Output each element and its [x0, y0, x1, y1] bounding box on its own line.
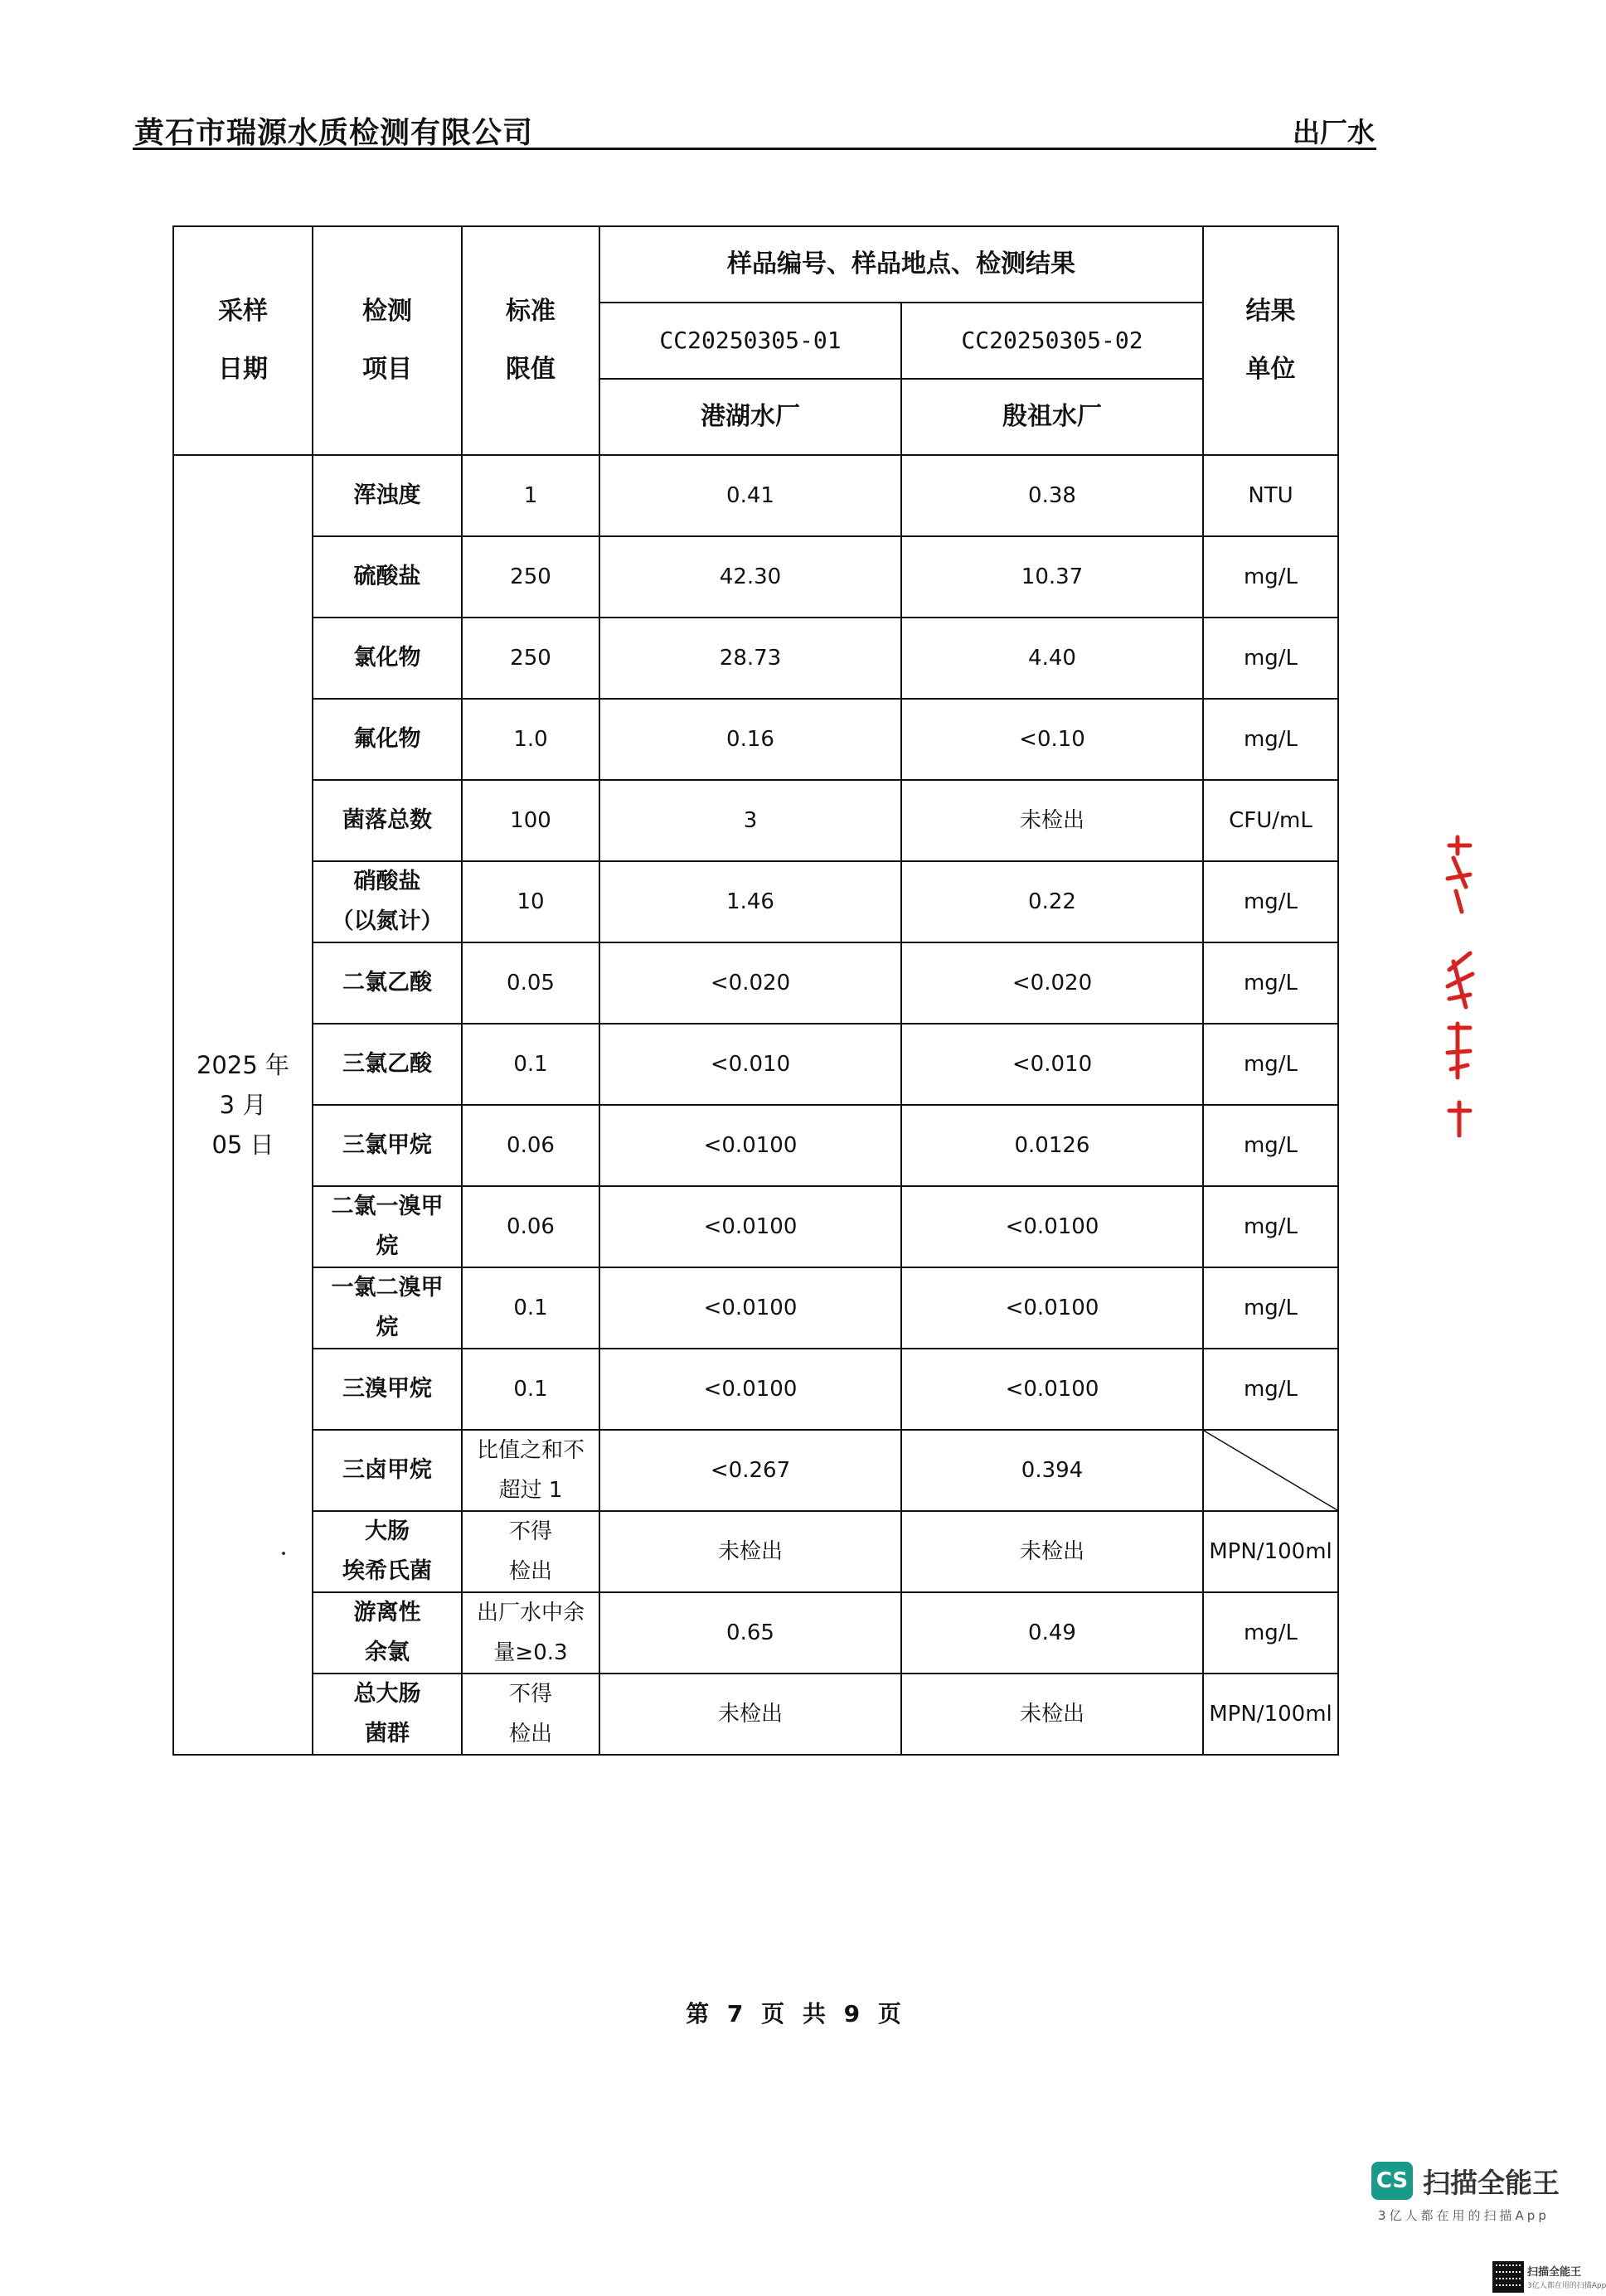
result-unit: mg/L [1203, 618, 1338, 699]
scanner-tagline: 3亿人都在用的扫描App [1378, 2208, 1550, 2223]
table-row [173, 1024, 1338, 1105]
result-sample-1: 未检出 [599, 1511, 901, 1592]
standard-limit: 0.06 [462, 1186, 599, 1267]
test-item: 三氯乙酸 [313, 1024, 462, 1105]
header-results: 样品编号、样品地点、检测结果 [599, 226, 1203, 303]
standard-limit: 1.0 [462, 699, 599, 780]
result-sample-1: <0.0100 [599, 1349, 901, 1430]
sample-code-1: CC20250305-01 [599, 303, 901, 379]
result-sample-1: 0.41 [599, 455, 901, 536]
table-row [173, 942, 1338, 1024]
table-row [173, 780, 1338, 861]
table-row [173, 1105, 1338, 1186]
page-number: 第 7 页 共 9 页 [686, 2000, 906, 2027]
standard-limit: 不得 检出 [462, 1674, 599, 1755]
standard-limit: 0.06 [462, 1105, 599, 1186]
unit-not-applicable [1203, 1430, 1338, 1511]
qr-code-icon [1492, 2261, 1524, 2293]
mini-tagline: 3亿人都在用的扫描App [1527, 2282, 1606, 2290]
result-sample-1: <0.020 [599, 942, 901, 1024]
document-type: 出厂水 [1293, 116, 1375, 148]
table-row [173, 618, 1338, 699]
result-unit: mg/L [1203, 1349, 1338, 1430]
standard-limit: 出厂水中余 量≥0.3 [462, 1592, 599, 1674]
result-sample-1: 42.30 [599, 536, 901, 618]
test-item: 浑浊度 [313, 455, 462, 536]
water-quality-table [172, 225, 1339, 1756]
standard-limit: 10 [462, 861, 599, 942]
test-item: 二氯乙酸 [313, 942, 462, 1024]
scan-speck [282, 1552, 285, 1555]
result-unit: mg/L [1203, 1267, 1338, 1349]
header-test-item: 检测 项目 [313, 226, 462, 455]
result-unit: mg/L [1203, 1105, 1338, 1186]
result-unit: mg/L [1203, 699, 1338, 780]
result-unit: MPN/100ml [1203, 1511, 1338, 1592]
result-sample-2: 未检出 [901, 1511, 1203, 1592]
standard-limit: 250 [462, 618, 599, 699]
test-item: 三氯甲烷 [313, 1105, 462, 1186]
result-sample-2: 10.37 [901, 536, 1203, 618]
table-row [173, 455, 1338, 536]
standard-limit: 0.1 [462, 1349, 599, 1430]
table-row [173, 1267, 1338, 1349]
test-item: 氯化物 [313, 618, 462, 699]
standard-limit: 250 [462, 536, 599, 618]
result-unit: NTU [1203, 455, 1338, 536]
result-sample-1: <0.0100 [599, 1186, 901, 1267]
result-sample-2: <0.10 [901, 699, 1203, 780]
result-sample-1: <0.010 [599, 1024, 901, 1105]
test-item: 大肠 埃希氏菌 [313, 1511, 462, 1592]
test-item: 氟化物 [313, 699, 462, 780]
mini-brand: 扫描全能王 [1527, 2266, 1582, 2279]
result-sample-1: 28.73 [599, 618, 901, 699]
table-row [173, 1349, 1338, 1430]
result-sample-1: 1.46 [599, 861, 901, 942]
sample-date: 2025 年 3 月 05 日 [173, 455, 313, 1755]
result-sample-2: <0.0100 [901, 1349, 1203, 1430]
header-standard-limit: 标准 限值 [462, 226, 599, 455]
result-sample-1: 未检出 [599, 1674, 901, 1755]
result-unit: MPN/100ml [1203, 1674, 1338, 1755]
test-item: 三溴甲烷 [313, 1349, 462, 1430]
result-sample-2: 0.0126 [901, 1105, 1203, 1186]
table-row [173, 1186, 1338, 1267]
test-item: 三卤甲烷 [313, 1430, 462, 1511]
test-item: 菌落总数 [313, 780, 462, 861]
company-name: 黄石市瑞源水质检测有限公司 [134, 116, 534, 150]
scanner-app-name: 扫描全能王 [1423, 2167, 1560, 2199]
result-sample-1: <0.0100 [599, 1267, 901, 1349]
table-row [173, 699, 1338, 780]
table-row [173, 861, 1338, 942]
table-row [173, 1430, 1338, 1511]
header-sample-date: 采样 日期 [173, 226, 313, 455]
result-sample-2: <0.0100 [901, 1267, 1203, 1349]
result-sample-2: 0.22 [901, 861, 1203, 942]
table-row [173, 1674, 1338, 1755]
result-sample-1: <0.267 [599, 1430, 901, 1511]
result-unit: mg/L [1203, 1186, 1338, 1267]
test-item: 硫酸盐 [313, 536, 462, 618]
result-unit: mg/L [1203, 861, 1338, 942]
standard-limit: 1 [462, 455, 599, 536]
table-row [173, 1511, 1338, 1592]
standard-limit: 100 [462, 780, 599, 861]
result-unit: mg/L [1203, 1024, 1338, 1105]
result-sample-1: 0.16 [599, 699, 901, 780]
result-unit: mg/L [1203, 1592, 1338, 1674]
result-sample-2: <0.0100 [901, 1186, 1203, 1267]
result-sample-1: 0.65 [599, 1592, 901, 1674]
test-item: 硝酸盐 （以氮计） [313, 861, 462, 942]
result-sample-2: <0.010 [901, 1024, 1203, 1105]
result-sample-1: <0.0100 [599, 1105, 901, 1186]
test-item: 总大肠 菌群 [313, 1674, 462, 1755]
result-sample-2: 未检出 [901, 780, 1203, 861]
scanner-watermark [1371, 2158, 1562, 2225]
result-sample-2: <0.020 [901, 942, 1203, 1024]
standard-limit: 0.1 [462, 1267, 599, 1349]
result-sample-2: 4.40 [901, 618, 1203, 699]
result-unit: CFU/mL [1203, 780, 1338, 861]
result-sample-2: 未检出 [901, 1674, 1203, 1755]
standard-limit: 0.05 [462, 942, 599, 1024]
result-sample-2: 0.38 [901, 455, 1203, 536]
table-row [173, 536, 1338, 618]
test-item: 游离性 余氯 [313, 1592, 462, 1674]
standard-limit: 0.1 [462, 1024, 599, 1105]
result-unit: mg/L [1203, 536, 1338, 618]
sample-location-1: 港湖水厂 [599, 379, 901, 455]
header-unit: 结果 单位 [1203, 226, 1338, 455]
standard-limit: 不得 检出 [462, 1511, 599, 1592]
standard-limit: 比值之和不 超过 1 [462, 1430, 599, 1511]
sample-code-2: CC20250305-02 [901, 303, 1203, 379]
red-stamp-edge [1424, 829, 1474, 1144]
test-item: 一氯二溴甲 烷 [313, 1267, 462, 1349]
result-sample-1: 3 [599, 780, 901, 861]
result-sample-2: 0.49 [901, 1592, 1203, 1674]
cs-app-icon: CS [1371, 2162, 1413, 2200]
test-item: 二氯一溴甲 烷 [313, 1186, 462, 1267]
sample-location-2: 殷祖水厂 [901, 379, 1203, 455]
table-row [173, 1592, 1338, 1674]
header-divider [133, 148, 1376, 150]
result-unit: mg/L [1203, 942, 1338, 1024]
result-sample-2: 0.394 [901, 1430, 1203, 1511]
